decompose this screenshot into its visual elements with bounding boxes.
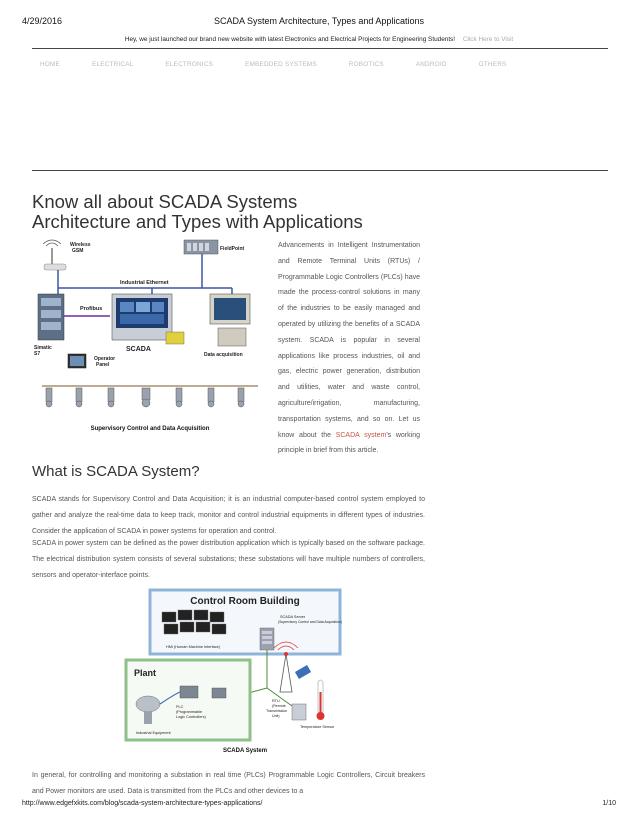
label-simatic: Simatic [34,345,52,351]
scada-system-figure [120,588,370,758]
intro-paragraph [278,238,420,459]
header-divider [32,48,608,49]
visit-link[interactable]: Click Here to Visit [462,36,514,43]
hmi-monitors-icon [162,610,226,634]
section-heading: What is SCADA System? [32,463,200,480]
figure1-caption: Supervisory Control and Data Acquisition [90,426,210,432]
print-header [0,16,638,30]
print-title: SCADA System Architecture, Types and Applications [214,16,424,26]
nav-robotics[interactable]: ROBOTICS [348,61,384,68]
label-plc: PLC [176,705,184,709]
label-gsm: GSM [72,248,84,254]
thermometer-icon [317,680,325,720]
main-nav [40,61,539,68]
print-date: 4/29/2016 [22,16,63,26]
label-control-room: Control Room Building [190,596,300,607]
label-hmi: HMI (Human Machine Interface) [166,645,221,649]
label-plant: Plant [134,668,157,678]
content-divider [32,170,608,171]
label-rtu-sub2: Transmission [266,709,288,713]
nav-embedded-systems[interactable]: EMBEDDED SYSTEMS [245,61,317,68]
page-title [32,192,432,232]
label-s7: S7 [34,351,41,357]
paragraph-power-system: SCADA in power system can be defined as the power distribution application which is typically based on the software package. The electrical distribution system consists of several substations; these substations will have multiple numbers of controllers, sensors and operator-interface points. [32,540,425,579]
page-title-line1: Know all about SCADA Systems [32,191,298,212]
label-scada-server-sub: (Supervisory Control and Data Acquisition) [278,620,342,624]
figure2-caption: SCADA System [222,748,268,754]
scada-server-icon [260,628,274,650]
label-plc-sub2: Logic Controllers) [176,715,206,719]
label-rtu: RTU [272,699,280,703]
data-acquisition-computer-icon [210,294,250,346]
rtu-box-icon [292,704,306,720]
scada-architecture-figure [32,236,268,436]
intro-text: Advancements in Intelligent Instrumentation and Remote Terminal Units (RTUs) / Programmable Logic Controllers (PLCs) have made the process-control solutions in many of the industries to be easily managed and operated by utilizing the benefits of a SCADA system. SCADA is popular in several applications like process industries, oil and gas, electric power generation, distribution and utilities, water and waste control, agriculture/irrigation, manufacturing, transportation systems, and so on. Let us know about the [278,242,420,439]
intro-text-end: 's working principle in brief from this article. [278,431,420,455]
nav-electrical[interactable]: ELECTRICAL [91,61,134,68]
nav-others[interactable]: OTHERS [478,61,507,68]
label-operator: Operator [94,356,116,362]
nav-android[interactable]: ANDROID [415,61,447,68]
label-fieldpoint: FieldPoint [220,246,245,252]
label-ethernet: Industrial Ethernet [120,280,169,286]
label-plc-sub1: (Programmable [176,710,203,714]
page-url: http://www.edgefxkits.com/blog/scada-system-architecture-types-applications/ [22,800,263,807]
label-temperature-sensor: Temperature Sensor [300,725,335,729]
announcement-bar [0,36,638,43]
page-number: 1/10 [602,800,616,807]
page-title-line2: Architecture and Types with Applications [32,211,363,232]
scada-system-link[interactable]: SCADA system [335,431,387,439]
label-profibus: Profibus [80,306,103,312]
label-rtu-sub3: Unit) [272,714,280,718]
paragraph-substation: In general, for controlling and monitoring a substation in real time (PLCs) Programmable Logic Controllers, Circuit breakers and Power monitors are used. Data is transmitted from the PLCs and other devices to a [32,772,425,795]
simatic-plc-icon [38,294,64,340]
nav-home[interactable]: HOME [40,61,60,68]
label-scada: SCADA [126,346,151,353]
label-data-acquisition: Data acquisition [204,352,243,358]
label-rtu-sub1: (Remote [272,704,286,708]
field-sensors-icon [46,388,244,407]
paragraph-definition: SCADA stands for Supervisory Control and Data Acquisition; it is an industrial computer-based control system employed to gather and analyze the real-time data to keep track, monitor and control industrial equipments in different types of industries. Consider the application of SCADA in power systems for operation and control. [32,496,425,535]
scada-computer-icon [112,294,184,344]
nav-electronics[interactable]: ELECTRONICS [165,61,214,68]
label-scada-server: SCADA Server [280,615,306,619]
label-panel: Panel [96,362,110,368]
wireless-antenna-icon [43,240,66,270]
label-wireless: Wireless [70,242,91,248]
label-industrial-equipment: Industrial Equipment [136,731,171,735]
announcement-text: Hey, we just launched our brand new website with latest Electronics and Electrical Projects for Engineering Students! [124,36,456,43]
